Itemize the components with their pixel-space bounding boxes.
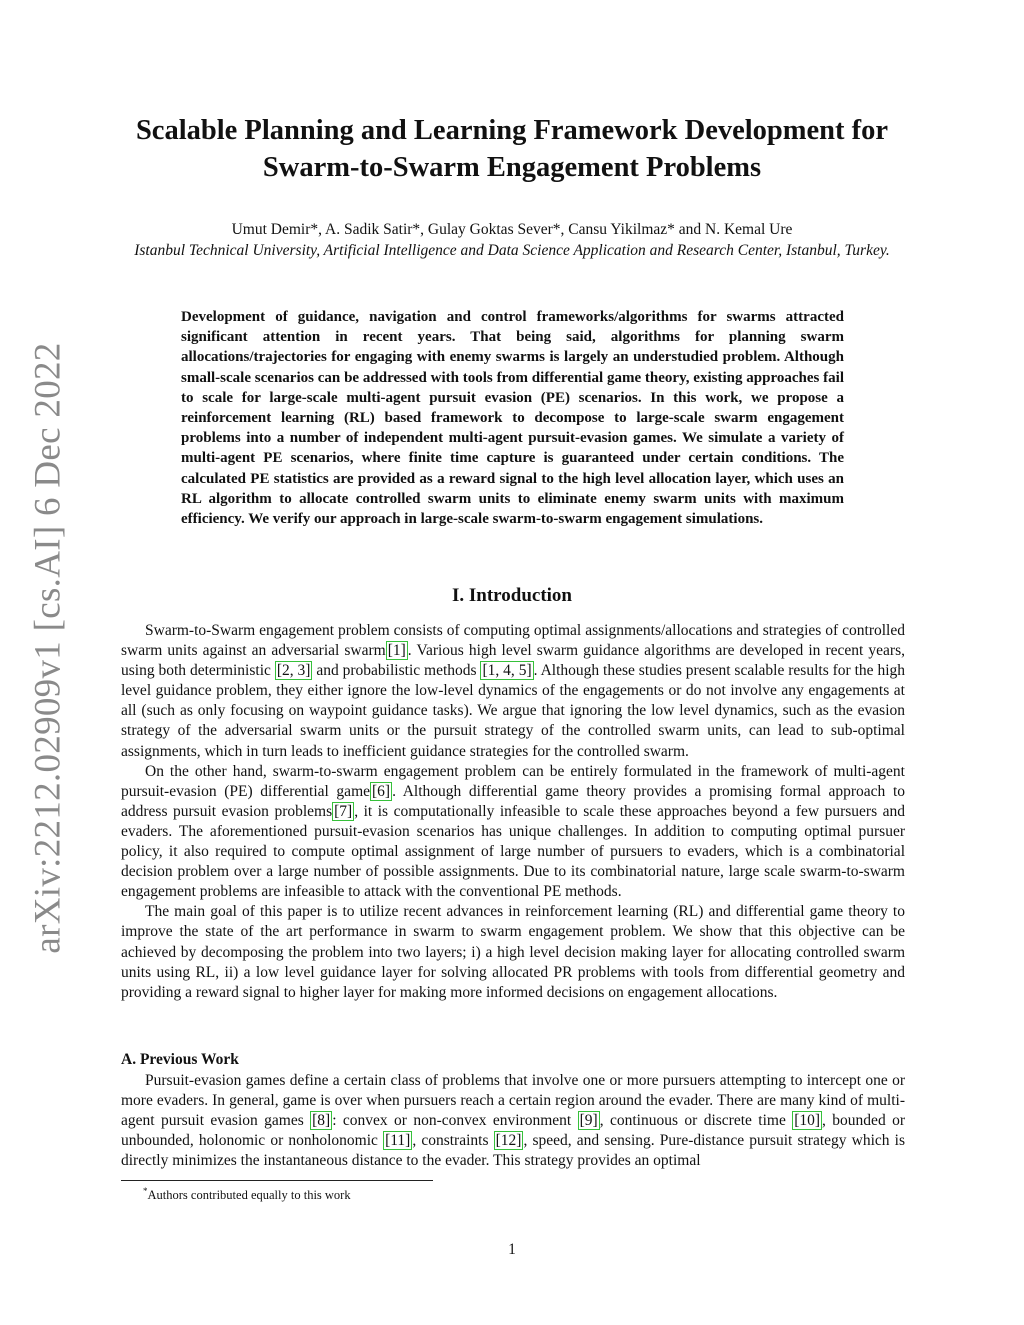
previous-work-paragraph: Pursuit-evasion games define a certain class of problems that involve one or more pursuers attempting to intercept one or more evaders. In general, game is over when pursuers reach a certain region around the evader. There are many kind of multi-agent pursuit evasion games [8] : convex or non-convex environment [9] , continuous or discrete time [10] , bounded or unbounded, holonomic or nonholonomic [11] , constraints [12] , speed, and sensing. Pure-distance pursuit strategy which is directly minimizes the instantaneous distance to the evader. This strategy provides an optimal [121, 1072, 906, 1170]
citation-link[interactable]: [12] [495, 1132, 522, 1150]
intro-paragraph-2: On the other hand, swarm-to-swarm engagement problem can be entirely formulated in the framework of multi-agent pursuit-evasion (PE) differential game [6] . Although differential game theory provides a promising formal approach to address pursuit evasion problems [7] , it is computationally infeasible to scale these approaches beyond a few pursuers and evaders. The aforementioned pursuit-evasion scenarios has unique challenges. In addition to computing optimal pursuer policy, it also required to compute optimal assignment of large number of pursuers to evaders, which is a combinatorial decision problem over a large number of possible assignments. Due to its combinatorial nature, large scale swarm-to-swarm engagement problems are infeasible to attack with the conventional PE methods. [121, 762, 905, 901]
intro-paragraph-3: The main goal of this paper is to utilize recent advances in reinforcement learning (RL) and differential game theory to improve the state of the art performance in swarm to swarm engagement problem. We show that this objective can be achieved by decomposing the problem into two layers; i) a high level decision making layer for allocating controlled swarm units using RL, ii) a low level guidance layer for solving allocated PR problems with tools from differential geometry and providing a reward signal to higher layer for making more informed decisions on engagement allocations. [121, 903, 905, 1001]
citation-link[interactable]: [6] [372, 782, 391, 800]
footnote [143, 1183, 351, 1203]
previous-work-body [121, 1071, 905, 1171]
intro-paragraph-1: Swarm-to-Swarm engagement problem consists of computing optimal assignments/allocations and strategies of controlled swarm units against an adversarial swarm [1] . Various high level swarm guidance algorithms are developed in recent years, using both deterministic [2, 3] and probabilistic methods [1, 4, 5] . Although these studies present scalable results for the high level guidance problem, they either ignore the low-level dynamics of the engagements or do not involve any engagements at all (such as only focusing on waypoint guidance tasks). We argue that ignoring the low level dynamics, such as the evasion strategy of the adversarial swarm units or the pursuit strategy of the controlled swarm units, can lead to sub-optimal assignments, which in turn leads to inefficient guidance strategies for the controlled swarm. [121, 622, 906, 760]
abstract: Development of guidance, navigation and control frameworks/algorithms for swarms attracted significant attention in recent years. That being said, algorithms for planning swarm allocations/trajectories for engaging with enemy swarms is largely an understudied problem. Although small-scale scenarios can be addressed with tools from differential game theory, existing approaches fail to scale for large-scale multi-agent pursuit evasion (PE) scenarios. In this work, we propose a reinforcement learning (RL) based framework to decompose to large-scale swarm engagement problems into a number of independent multi-agent pursuit-evasion games. We simulate a variety of multi-agent PE scenarios, where finite time capture is guaranteed under certain conditions. The calculated PE statistics are provided as a reward signal to the high level allocation layer, which uses an RL algorithm to allocate controlled swarm units to eliminate enemy swarm units with maximum efficiency. We verify our approach in large-scale swarm-to-swarm engagement simulations. [181, 309, 844, 528]
section-heading-introduction: I. Introduction [451, 585, 572, 606]
title-line-2: Swarm-to-Swarm Engagement Problems [262, 152, 762, 183]
subsection-heading-previous-work: A. Previous Work [121, 1051, 239, 1068]
footnote-marker: * [143, 1186, 148, 1196]
citation-link[interactable]: [11] [385, 1132, 411, 1150]
title-line-1: Scalable Planning and Learning Framework Development for [135, 115, 889, 146]
citation-link[interactable]: [9] [579, 1112, 598, 1130]
author-list: Umut Demir*, A. Sadik Satir*, Gulay Goktas Sever*, Cansu Yikilmaz* and N. Kemal Ure [231, 221, 793, 238]
footnote-divider [121, 1180, 433, 1181]
citation-link[interactable]: [10] [794, 1112, 821, 1130]
citation-link[interactable]: [2, 3] [276, 662, 311, 680]
citation-link[interactable]: [8] [312, 1112, 331, 1130]
citation-link[interactable]: [7] [334, 802, 353, 820]
arxiv-identifier-stamp: arXiv:2212.02909v1 [cs.AI] 6 Dec 2022 [27, 342, 69, 954]
page-number: 1 [508, 1241, 516, 1258]
introduction-body [121, 621, 905, 1003]
affiliation: Istanbul Technical University, Artificial Intelligence and Data Science Application and Research Center, Istanbul, Turkey. [134, 242, 890, 259]
paper-title [110, 112, 914, 186]
footnote-text: Authors contributed equally to this work [147, 1188, 351, 1203]
citation-link[interactable]: [1] [387, 642, 406, 660]
citation-link[interactable]: [1, 4, 5] [482, 662, 532, 680]
